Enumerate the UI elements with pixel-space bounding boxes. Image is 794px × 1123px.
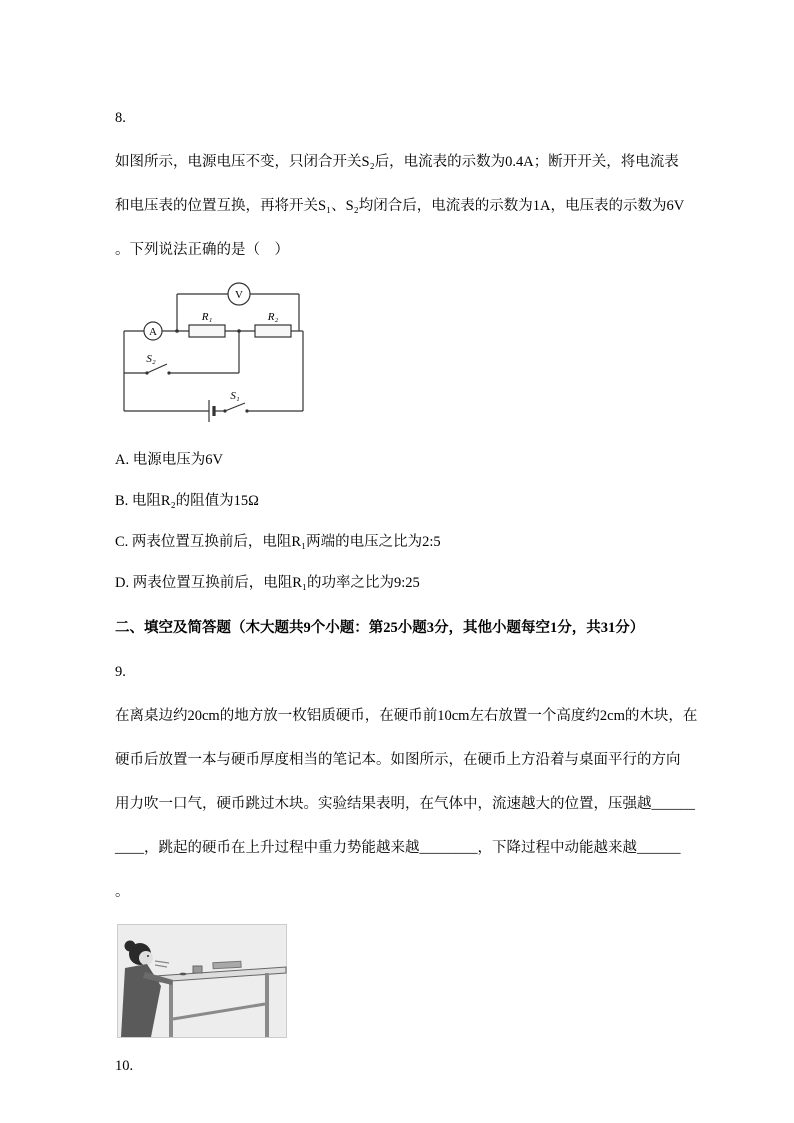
switch-s1-label: S₁ [230, 390, 240, 402]
q9-text-line-5: 。 [115, 884, 130, 900]
coin [180, 973, 187, 976]
question-9-number: 9. [115, 664, 126, 680]
voltmeter-label: V [235, 289, 243, 301]
switch-s2-lever [147, 364, 167, 373]
switch-s1-lever [225, 403, 245, 411]
q9-text-line-1: 在离桌边约20cm的地方放一枚铝质硬币，在硬币前10cm左右放置一个高度约2cm的木块，在 [115, 708, 698, 724]
resistor-r2-label: R₂ [267, 311, 279, 323]
experiment-photo [117, 924, 287, 1038]
resistor-r2-symbol [255, 325, 291, 337]
circuit-diagram [117, 278, 317, 430]
resistor-r1-symbol [189, 325, 225, 337]
q8-option-b: B. 电阻R₂的阻值为15Ω [115, 493, 259, 509]
q9-text-line-3: 用力吹一口气，硬币跳过木块。实验结果表明，在气体中，流速越大的位置，压强越______ [115, 796, 695, 812]
section-2-heading: 二、填空及简答题（木大题共9个小题：第25小题3分，其他小题每空1分，共31分） [115, 620, 645, 636]
circuit-diagram-container [117, 278, 682, 430]
switch-s2-label: S₂ [146, 353, 156, 365]
q8-text-line-3: 。下列说法正确的是（ ） [115, 242, 289, 258]
q8-text-line-2: 和电压表的位置互换，再将开关S₁、S₂均闭合后，电流表的示数为1A，电压表的示数为6V [115, 198, 685, 214]
question-10-number: 10. [115, 1058, 134, 1074]
q8-text-line-1: 如图所示，电源电压不变，只闭合开关S₂后，电流表的示数为0.4A；断开开关，将电流表 [115, 154, 679, 170]
table-leg-right [265, 973, 269, 1037]
ammeter-label: A [149, 326, 157, 338]
table-leg-left [169, 982, 173, 1037]
question-8-number: 8. [115, 110, 126, 126]
q9-text-line-2: 硬币后放置一本与硬币厚度相当的笔记本。如图所示，在硬币上方沿着与桌面平行的方向 [115, 752, 681, 768]
wood-block [193, 966, 202, 973]
experiment-photo-container [117, 924, 682, 1038]
girl-face [139, 951, 153, 965]
resistor-r1-label: R₁ [201, 311, 213, 323]
q8-option-a: A. 电源电压为6V [115, 452, 223, 468]
notebook [213, 961, 241, 968]
q9-text-line-4: ____，跳起的硬币在上升过程中重力势能越来越________，下降过程中动能越来越______ [115, 840, 681, 856]
girl-eye [147, 955, 149, 957]
q8-option-d: D. 两表位置互换前后，电阻R₁的功率之比为9:25 [115, 575, 420, 591]
q8-option-c: C. 两表位置互换前后，电阻R₁两端的电压之比为2:5 [115, 534, 441, 550]
